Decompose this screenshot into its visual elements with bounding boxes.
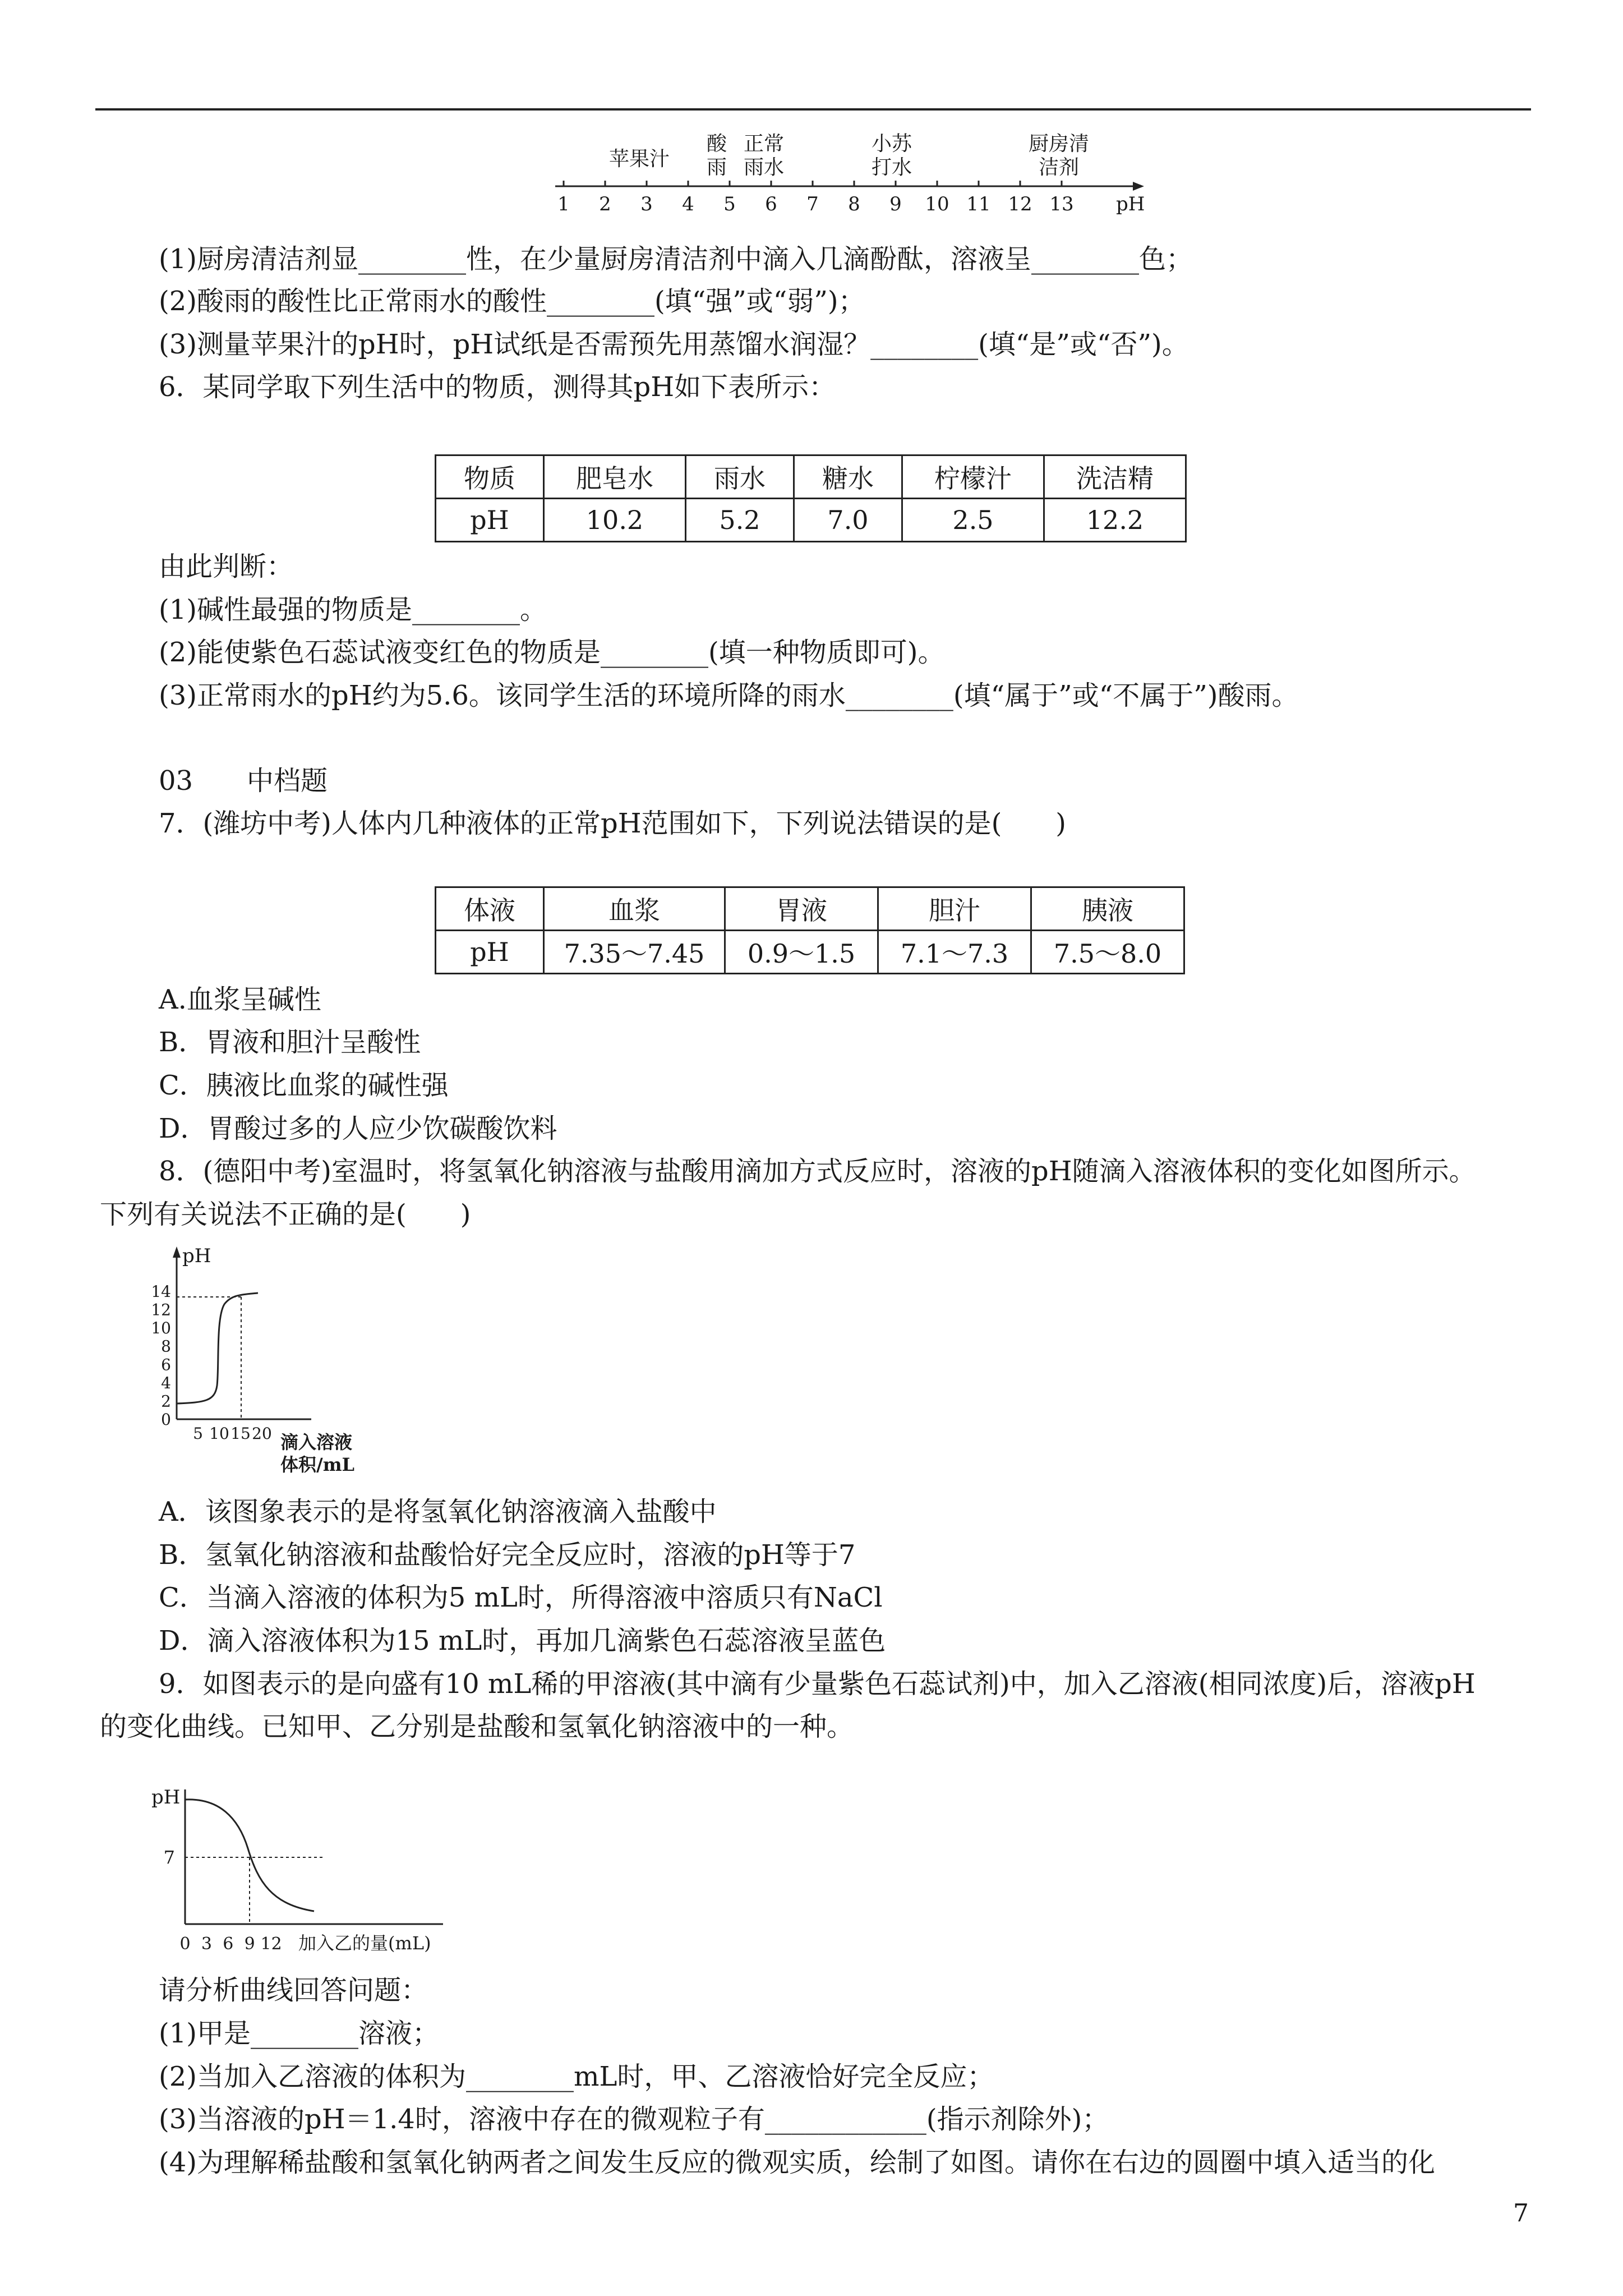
q7-table — [435, 886, 1185, 974]
q7-option-a: A.血浆呈碱性 — [159, 984, 321, 1015]
q6-part3: (3)正常雨水的pH约为5.6。该同学生活的环境所降的雨水________(填“属于”或“不属于”)酸雨。 — [159, 680, 1299, 711]
ph-scale-label-1: 苹果汁 — [608, 148, 670, 171]
q9-lead: 请分析曲线回答问题： — [159, 1975, 428, 2006]
q8-option-d: D．滴入溶液体积为15 mL时，再加几滴紫色石蕊溶液呈蓝色 — [159, 1625, 886, 1657]
q9-part2: (2)当加入乙溶液的体积为________mL时，甲、乙溶液恰好完全反应； — [159, 2061, 994, 2092]
ph-scale-figure — [538, 129, 1155, 230]
q8-x-tick-label: 10 — [209, 1424, 229, 1443]
q9-part1: (1)甲是________溶液； — [159, 2018, 439, 2049]
ph-scale-tick-label: 7 — [806, 193, 819, 215]
q8-y-tick-label: 6 — [161, 1355, 171, 1374]
q8-x-tick-label: 15 — [230, 1424, 251, 1443]
ph-scale-label-3: 正常 — [743, 132, 785, 155]
table-cell: 物质 — [436, 455, 544, 499]
table-cell: 2.5 — [902, 499, 1044, 542]
table-cell: 血浆 — [544, 887, 725, 931]
q9-part3: (3)当溶液的pH＝1.4时，溶液中存在的微观粒子有____________(指示剂除外)； — [159, 2104, 1109, 2135]
q8-x-axis-label-1: 滴入溶液 — [280, 1432, 353, 1453]
q8-x-tick-label: 5 — [193, 1424, 203, 1443]
ph-scale-tick-label: 6 — [765, 193, 777, 215]
ph-scale-label-5: 厨房清 — [1028, 132, 1090, 155]
q8-ph-curve — [177, 1293, 258, 1404]
q7-option-b: B．胃液和胆汁呈酸性 — [159, 1027, 421, 1058]
q5-part1: (1)厨房清洁剂显________性，在少量厨房清洁剂中滴入几滴酚酞，溶液呈________色； — [159, 243, 1193, 275]
table-cell: 10.2 — [544, 499, 686, 542]
q9-x-tick-label: 0 — [179, 1934, 191, 1954]
q8-x-tick-label: 20 — [252, 1424, 272, 1443]
ph-scale-tick-label: 3 — [640, 193, 653, 215]
q7-option-c: C．胰液比血浆的碱性强 — [159, 1070, 449, 1101]
q6-table — [435, 454, 1187, 542]
section-number: 03 — [159, 765, 193, 797]
ph-scale-tick-label: 9 — [889, 193, 902, 215]
table-cell: 0.9～1.5 — [725, 931, 878, 974]
header-rule — [95, 108, 1531, 111]
q8-y-tick-label: 4 — [161, 1373, 171, 1392]
ph-scale-tick-label: 13 — [1049, 193, 1074, 215]
table-cell: 5.2 — [686, 499, 794, 542]
q9-x-tick-label: 9 — [244, 1934, 255, 1954]
q8-y-tick-label: 0 — [161, 1410, 171, 1429]
q8-y-axis-label: pH — [182, 1245, 211, 1267]
q8-y-tick-label: 8 — [161, 1337, 171, 1356]
ph-scale-label-2b: 雨 — [706, 156, 727, 179]
q9-stem-line1: 9．如图表示的是向盛有10 mL稀的甲溶液(其中滴有少量紫色石蕊试剂)中，加入乙溶液(相同浓度)后，溶液pH — [159, 1668, 1476, 1700]
table-row — [436, 887, 1184, 931]
q8-ph-curve-chart — [143, 1245, 395, 1481]
table-cell: 柠檬汁 — [902, 455, 1044, 499]
ph-scale-label-4b: 打水 — [871, 156, 912, 179]
q8-stem-line2: 下列有关说法不正确的是( ) — [100, 1199, 471, 1230]
ph-scale-label-2: 酸 — [706, 132, 727, 155]
table-cell: 7.0 — [794, 499, 902, 542]
q8-option-c: C．当滴入溶液的体积为5 mL时，所得溶液中溶质只有NaCl — [159, 1582, 883, 1613]
table-cell: 洗洁精 — [1044, 455, 1186, 499]
q8-y-tick-label: 2 — [161, 1392, 171, 1411]
ph-scale-label-3b: 雨水 — [743, 156, 785, 179]
q7-option-d: D．胃酸过多的人应少饮碳酸饮料 — [159, 1113, 557, 1144]
q8-x-axis-label-2: 体积/mL — [280, 1454, 355, 1475]
q8-y-tick-label: 10 — [151, 1319, 171, 1338]
q6-stem: 6．某同学取下列生活中的物质，测得其pH如下表所示： — [159, 371, 836, 403]
ph-scale-label-4: 小苏 — [871, 132, 912, 155]
table-cell: 胃液 — [725, 887, 878, 931]
table-cell: 体液 — [436, 887, 544, 931]
table-row — [436, 455, 1186, 499]
table-cell: 雨水 — [686, 455, 794, 499]
table-cell: 12.2 — [1044, 499, 1186, 542]
q9-x-tick-label: 12 — [260, 1934, 282, 1954]
q9-x-tick-label: 6 — [223, 1934, 234, 1954]
ph-scale-tick-label: 1 — [557, 193, 570, 215]
ph-scale-tick-label: 11 — [966, 193, 991, 215]
q8-y-tick-label: 14 — [151, 1282, 171, 1301]
q8-stem-line1: 8．(德阳中考)室温时，将氢氧化钠溶液与盐酸用滴加方式反应时，溶液的pH随滴入溶液体积的变化如图所示。 — [159, 1156, 1476, 1187]
q9-y-mark-7: 7 — [163, 1847, 175, 1868]
q9-x-tick-label: 3 — [201, 1934, 212, 1954]
q8-option-b: B．氢氧化钠溶液和盐酸恰好完全反应时，溶液的pH等于7 — [159, 1539, 856, 1571]
q5-part3: (3)测量苹果汁的pH时，pH试纸是否需预先用蒸馏水润湿？________(填“是”或“否”)。 — [159, 329, 1189, 360]
q8-option-a: A．该图象表示的是将氢氧化钠溶液滴入盐酸中 — [159, 1496, 717, 1527]
ph-scale-tick-label: 10 — [925, 193, 949, 215]
ph-scale-label-5b: 洁剂 — [1038, 156, 1080, 179]
q8-y-tick-label: 12 — [151, 1300, 171, 1319]
table-cell: pH — [436, 499, 544, 542]
q6-lead: 由此判断： — [159, 551, 294, 582]
table-cell: 7.5～8.0 — [1031, 931, 1184, 974]
ph-scale-tick-label: 5 — [723, 193, 736, 215]
q9-part4: (4)为理解稀盐酸和氢氧化钠两者之间发生反应的微观实质，绘制了如图。请你在右边的圆圈中填入适当的化 — [159, 2147, 1435, 2178]
q9-stem-line2: 的变化曲线。已知甲、乙分别是盐酸和氢氧化钠溶液中的一种。 — [100, 1711, 854, 1742]
ph-scale-tick-label: 2 — [599, 193, 611, 215]
page-number: 7 — [1513, 2199, 1529, 2228]
ph-scale-tick-label: 8 — [848, 193, 860, 215]
q9-ph-curve-chart — [151, 1778, 465, 1963]
section-title: 中档题 — [247, 765, 328, 797]
table-cell: 7.1～7.3 — [878, 931, 1031, 974]
table-row — [436, 931, 1184, 974]
q9-x-axis-label: 加入乙的量(mL) — [298, 1932, 431, 1954]
table-cell: 7.35～7.45 — [544, 931, 725, 974]
table-cell: 肥皂水 — [544, 455, 686, 499]
ph-scale-tick-label: 4 — [682, 193, 694, 215]
q5-part2: (2)酸雨的酸性比正常雨水的酸性________(填“强”或“弱”)； — [159, 286, 865, 317]
q7-stem: 7．(潍坊中考)人体内几种液体的正常pH范围如下，下列说法错误的是( ) — [159, 808, 1067, 839]
q6-part2: (2)能使紫色石蕊试液变红色的物质是________(填一种物质即可)。 — [159, 637, 945, 668]
table-cell: pH — [436, 931, 544, 974]
q6-part1: (1)碱性最强的物质是________。 — [159, 594, 547, 625]
ph-scale-unit: pH — [1116, 193, 1145, 215]
q9-ph-curve — [185, 1800, 314, 1911]
table-cell: 胰液 — [1031, 887, 1184, 931]
table-cell: 胆汁 — [878, 887, 1031, 931]
ph-scale-tick-label: 12 — [1008, 193, 1032, 215]
table-row — [436, 499, 1186, 542]
q9-y-axis-label: pH — [151, 1786, 181, 1809]
table-cell: 糖水 — [794, 455, 902, 499]
